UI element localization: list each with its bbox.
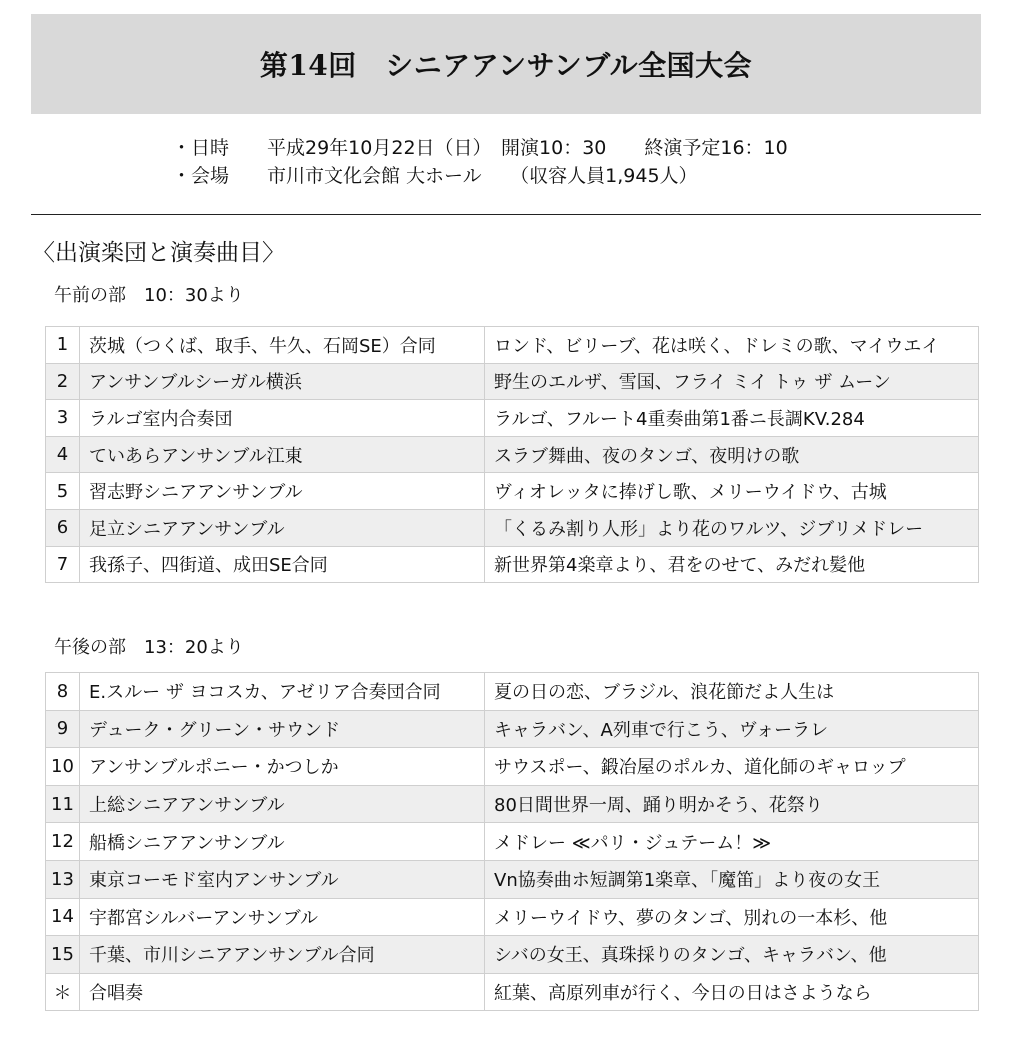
pieces: ロンド、ビリーブ、花は咲く、ドレミの歌、マイウエイ	[485, 327, 979, 364]
pieces: 野生のエルザ、雪国、フライ ミイ トゥ ザ ムーン	[485, 363, 979, 400]
row-number: 5	[46, 473, 80, 510]
group-name: 茨城（つくば、取手、牛久、石岡SE）合同	[80, 327, 485, 364]
page-title: 第14回 シニアアンサンブル全国大会	[259, 49, 753, 82]
group-name: 我孫子、四街道、成田SE合同	[80, 546, 485, 583]
row-number: 10	[46, 748, 80, 786]
table-row	[46, 710, 979, 748]
afternoon-program-table	[45, 672, 979, 1011]
group-name: アンサンブルシーガル横浜	[80, 363, 485, 400]
pieces: 新世界第4楽章より、君をのせて、みだれ髪他	[485, 546, 979, 583]
venue-line: ・会場 市川市文化会館 大ホール （収容人員1,945人）	[172, 165, 698, 187]
row-number: 6	[46, 509, 80, 546]
pieces: メリーウイドウ、夢のタンゴ、別れの一本杉、他	[485, 898, 979, 936]
table-row	[46, 748, 979, 786]
row-number: 15	[46, 936, 80, 974]
group-name: 宇都宮シルバーアンサンブル	[80, 898, 485, 936]
table-row	[46, 785, 979, 823]
row-number: 4	[46, 436, 80, 473]
pieces: メドレー ≪パリ・ジュテーム！≫	[485, 823, 979, 861]
pieces: Vn協奏曲ホ短調第1楽章、「魔笛」より夜の女王	[485, 860, 979, 898]
table-row	[46, 327, 979, 364]
group-name: 上総シニアアンサンブル	[80, 785, 485, 823]
table-row	[46, 898, 979, 936]
row-number: 11	[46, 785, 80, 823]
row-number: 3	[46, 400, 80, 437]
pieces: ヴィオレッタに捧げし歌、メリーウイドウ、古城	[485, 473, 979, 510]
group-name: 習志野シニアアンサンブル	[80, 473, 485, 510]
group-name: 足立シニアアンサンブル	[80, 509, 485, 546]
divider	[31, 214, 981, 215]
row-number: 7	[46, 546, 80, 583]
table-row	[46, 860, 979, 898]
table-row	[46, 936, 979, 974]
row-number: 14	[46, 898, 80, 936]
table-row	[46, 436, 979, 473]
row-number: 8	[46, 673, 80, 711]
group-name: デューク・グリーン・サウンド	[80, 710, 485, 748]
row-number: 2	[46, 363, 80, 400]
table-row	[46, 673, 979, 711]
group-name: 合唱奏	[80, 973, 485, 1011]
pieces: 「くるみ割り人形」より花のワルツ、ジブリメドレー	[485, 509, 979, 546]
pieces: サウスポー、鍛冶屋のポルカ、道化師のギャロップ	[485, 748, 979, 786]
pieces: ラルゴ、フルート4重奏曲第1番ニ長調KV.284	[485, 400, 979, 437]
group-name: アンサンブルポニー・かつしか	[80, 748, 485, 786]
table-row	[46, 363, 979, 400]
group-name: ラルゴ室内合奏団	[80, 400, 485, 437]
table-row	[46, 400, 979, 437]
pieces: シバの女王、真珠採りのタンゴ、キャラバン、他	[485, 936, 979, 974]
row-number: 9	[46, 710, 80, 748]
row-number: ＊	[46, 973, 80, 1011]
row-number: 13	[46, 860, 80, 898]
pieces: 紅葉、高原列車が行く、今日の日はさようなら	[485, 973, 979, 1011]
title-banner	[31, 14, 981, 114]
table-row	[46, 973, 979, 1011]
table-row	[46, 546, 979, 583]
table-row	[46, 823, 979, 861]
section-title: 〈出演楽団と演奏曲目〉	[32, 240, 285, 266]
row-number: 12	[46, 823, 80, 861]
pieces: スラブ舞曲、夜のタンゴ、夜明けの歌	[485, 436, 979, 473]
table-row	[46, 473, 979, 510]
group-name: 千葉、市川シニアアンサンブル合同	[80, 936, 485, 974]
pieces: 夏の日の恋、ブラジル、浪花節だよ人生は	[485, 673, 979, 711]
group-name: E.スルー ザ ヨコスカ、アゼリア合奏団合同	[80, 673, 485, 711]
table-row	[46, 509, 979, 546]
group-name: 船橋シニアアンサンブル	[80, 823, 485, 861]
pieces: 80日間世界一周、踊り明かそう、花祭り	[485, 785, 979, 823]
morning-heading: 午前の部 10：30より	[54, 285, 244, 306]
group-name: 東京コーモド室内アンサンブル	[80, 860, 485, 898]
pieces: キャラバン、A列車で行こう、ヴォーラレ	[485, 710, 979, 748]
group-name: ていあらアンサンブル江東	[80, 436, 485, 473]
row-number: 1	[46, 327, 80, 364]
datetime-line: ・日時 平成29年10月22日（日） 開演10：30 終演予定16：10	[172, 137, 788, 159]
afternoon-heading: 午後の部 13：20より	[54, 637, 244, 658]
morning-program-table	[45, 326, 979, 583]
